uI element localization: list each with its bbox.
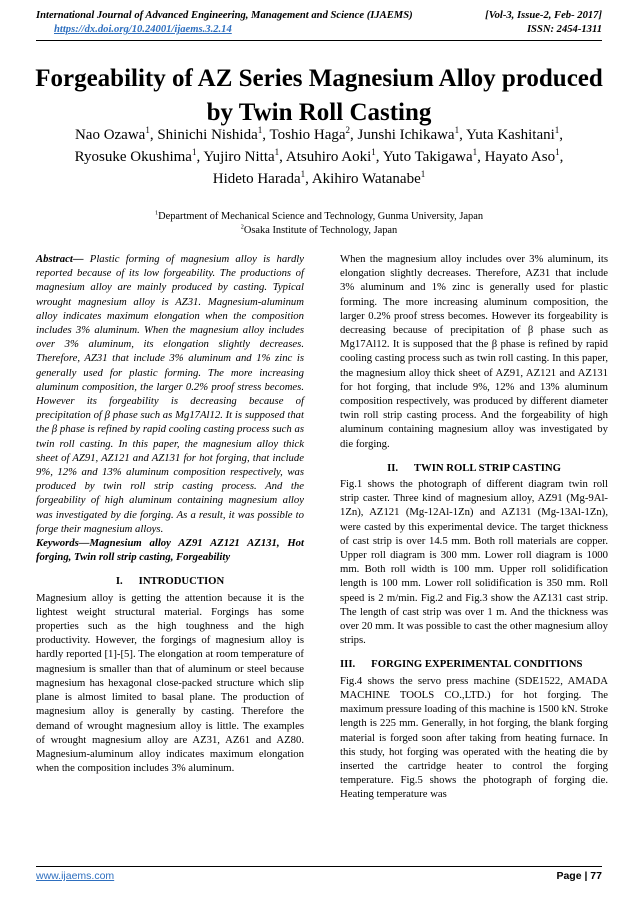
author-name: Yuta Kashitani [466, 127, 555, 143]
author-name: Hideto Harada [212, 171, 301, 187]
section-heading-forging: III. FORGING EXPERIMENTAL CONDITIONS [340, 658, 583, 671]
abstract-text: Plastic forming of magnesium alloy is hardly reported because of its low forgeability. The productions of magnesium alloy are mainly produced by casting. Typical wrought magnesium alloy is AZ31. Magnesium-aluminum alloy indicates maximum elongation when the composition includes 3% aluminum. When the magnesium alloy includes over 3% aluminum, its elongation slightly decreases. Therefore, AZ31 that include 3% aluminum and 1% zinc is generally used for plastic forming. The more increasing aluminum composition, the larger 0.2% proof stress becomes. However its forgeability is decreasing because of precipitation of β phase such as Mg17Al12. It is supposed that the β phase is refined by rapid cooling casting process such as twin roll casting. In this paper, the magnesium alloy thick sheet of AZ91, AZ121 and AZ131 for hot forging, that include 9%, 12% and 13% aluminum composition respectively, was produced by twin roll strip casting process. And the forgeability of high aluminum containing magnesium alloy was investigated by die forging. As a result, it was possible to forge their magnesium alloys. [36, 253, 304, 535]
footer-divider [36, 866, 602, 867]
website-link[interactable]: www.ijaems.com [36, 870, 115, 882]
abstract-label: Abstract— [36, 253, 84, 265]
author-affiliation-mark: 1 [472, 147, 478, 157]
author-affiliation-mark: 1 [145, 125, 150, 135]
author-name: Shinichi Nishida [157, 127, 258, 143]
left-column [36, 252, 304, 775]
author-name: Yuto Takigawa [382, 149, 473, 165]
right-column [340, 252, 608, 802]
section-heading-introduction: I. INTRODUCTION [115, 575, 225, 588]
introduction-text: Magnesium alloy is getting the attention because it is the lightest weight structural material. Forgings has some properties such as the high toughness and the high productivity. However, the forgings of magnesium alloy is hardly reported [1]-[5]. The elongation at room temperature of magnesium is smaller than that of aluminum or steel because magnesium has hexagonal close-packed structure which slip plane is almost limited to basal plane. The production of magnesium alloy is generally by casting. Therefore the demand of wrought magnesium alloy is little. The examples of wrought magnesium alloy are AZ31, AZ61 and AZ80. Magnesium-aluminum alloy indicates maximum elongation when the composition includes 3% aluminum. [36, 591, 304, 775]
forging-text: Fig.4 shows the servo press machine (SDE1522, AMADA MACHINE TOOLS CO.,LTD.) for hot forging. The maximum pressure loading of this machine is 1500 kN. Stroke length is 225 mm. Generally, in hot forging, the blank forging material is forged soon after taking from heating furnace. In this study, hot forging was operated with the heating die by inserted the cartridge heater to control the forging temperature. Fig.5 shows the photograph of forging die. Heating temperature was [340, 674, 608, 801]
affiliation-2: $^2$Osaka Institute of Technology, Japan [240, 223, 398, 236]
author-name: Yujiro Nitta [203, 149, 275, 165]
author-affiliation-mark: 1 [554, 125, 560, 135]
author-name: Ryosuke Okushima [74, 149, 192, 165]
doi-link[interactable]: https://dx.doi.org/10.24001/ijaems.3.2.14 [54, 24, 232, 35]
author-name: Atsuhiro Aoki [285, 149, 372, 165]
affiliations [30, 210, 608, 238]
section-heading-twin-roll: II. TWIN ROLL STRIP CASTING [387, 461, 561, 474]
author-name: Hayato Aso [484, 149, 556, 165]
volume-info: [Vol-3, Issue-2, Feb- 2017] [485, 10, 602, 21]
author-name: Junshi Ichikawa [357, 127, 455, 143]
author-affiliation-mark: 1 [454, 125, 460, 135]
issn: ISSN: 2454-1311 [526, 24, 602, 35]
author-affiliation-mark: 1 [555, 147, 560, 157]
author-affiliation-mark: 1 [274, 147, 280, 157]
author-affiliation-mark: 1 [300, 169, 306, 179]
author-affiliation-mark: 1 [371, 147, 376, 157]
author-affiliation-mark: 1 [257, 125, 263, 135]
abstract [36, 252, 304, 536]
page-number: Page | 77 [556, 870, 602, 882]
twin-roll-text: Fig.1 shows the photograph of different diagram twin roll strip caster. Three kind of magnesium alloy, AZ91 (Mg-9Al-1Zn), AZ121 (Mg-12Al-1Zn) and AZ131 (Mg-13Al-1Zn), were casted by this experimental device. The target thickness of cast strip is over 14.5 mm. Both roll materials are copper. Upper roll diagram is 300 mm. Lower roll diagram is 1000 mm. Both roll width is 100 mm. Upper roll solidification length is 100 mm. Lower roll solidification is 350 mm. Roll speed is 2 m/min. Fig.2 and Fig.3 show the AZ131 cast strip. The length of cast strip was over 1 m. And the thickness was over 20 mm. It was possible to cast the other magnesium alloy strips. [340, 478, 608, 647]
author-affiliation-mark: 2 [345, 125, 351, 135]
journal-header [36, 10, 602, 24]
journal-name: International Journal of Advanced Engineering, Management and Science (IJAEMS) [36, 10, 413, 21]
introduction-continued: When the magnesium alloy includes over 3% aluminum, its elongation slightly decreases. Therefore, AZ31 that include 3% aluminum and 1% zinc is generally used for plastic forming. The more increasing aluminum composition, the larger 0.2% proof stress becomes. However its forgeability is decreasing because of precipitation of β phase such as Mg17Al12. It is supposed that the β phase is refined by rapid cooling casting process such as twin roll casting. In this paper, the magnesium alloy thick sheet of AZ91, AZ121 and AZ131 for hot forging, that include 9%, 12% and 13% aluminum composition respectively, was produced by different diameter twin roll strip casting process. And the forgeability of high aluminum containing magnesium alloy was investigated by die forging. [340, 253, 608, 450]
author-list: Nao Ozawa$^1$, Shinichi Nishida$^1$, Toshio Haga$^2$, Junshi Ichikawa$^1$, Yuta Kashitani$^1$, Ryosuke Okushima$^1$, Yujiro Nitta$^1$, Atsuhiro Aoki$^1$, Yuto Takigawa$^1$, Hayato Aso$^1$, Hideto Harada$^1$, Akihiro Watanabe$^1$ [74, 125, 564, 187]
keywords: Keywords—Magnesium alloy AZ91 AZ121 AZ131, Hot forging, Twin roll strip casting, Forgeability [36, 537, 304, 564]
journal-header-line2 [36, 24, 602, 38]
paper-title: Forgeability of AZ Series Magnesium Alloy produced by Twin Roll Casting [35, 65, 603, 126]
author-name: Nao Ozawa [74, 127, 146, 143]
author-affiliation-mark: 1 [191, 147, 197, 157]
author-affiliation-mark: 1 [420, 169, 426, 179]
page-footer [36, 870, 602, 886]
header-divider [36, 40, 602, 41]
author-name: Toshio Haga [269, 127, 346, 143]
affiliation-1: $^1$Department of Mechanical Science and Technology, Gunma University, Japan [154, 209, 484, 222]
author-name: Akihiro Watanabe [311, 171, 421, 187]
